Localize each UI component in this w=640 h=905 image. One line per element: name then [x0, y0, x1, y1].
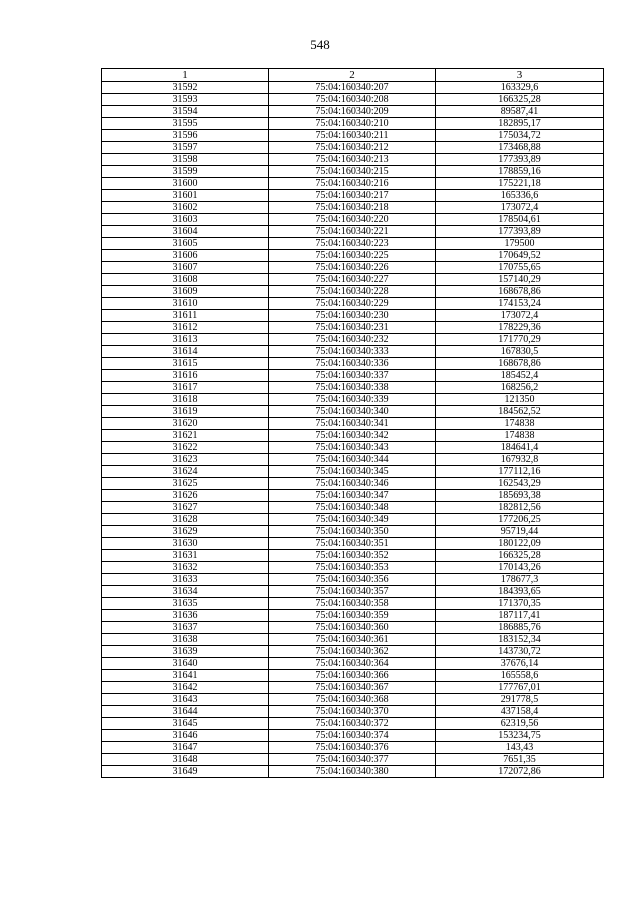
table-row [102, 130, 604, 142]
cadastral-number-cell: 75:04:160340:345 [269, 466, 436, 478]
value-cell: 184641,4 [436, 442, 604, 454]
value-cell: 173468,88 [436, 142, 604, 154]
row-number-cell: 31648 [102, 754, 269, 766]
row-number-cell: 31630 [102, 538, 269, 550]
value-cell: 177112,16 [436, 466, 604, 478]
row-number-cell: 31623 [102, 454, 269, 466]
table-row [102, 190, 604, 202]
table-row [102, 298, 604, 310]
cadastral-number-cell: 75:04:160340:228 [269, 286, 436, 298]
cadastral-number-cell: 75:04:160340:213 [269, 154, 436, 166]
table-row [102, 622, 604, 634]
cadastral-number-cell: 75:04:160340:344 [269, 454, 436, 466]
cadastral-number-cell: 75:04:160340:353 [269, 562, 436, 574]
row-number-cell: 31597 [102, 142, 269, 154]
cadastral-number-cell: 75:04:160340:374 [269, 730, 436, 742]
value-cell: 170143,26 [436, 562, 604, 574]
table-row [102, 502, 604, 514]
value-cell: 178677,3 [436, 574, 604, 586]
table-row [102, 214, 604, 226]
cadastral-number-cell: 75:04:160340:217 [269, 190, 436, 202]
cadastral-number-cell: 75:04:160340:338 [269, 382, 436, 394]
cadastral-number-cell: 75:04:160340:210 [269, 118, 436, 130]
table-row [102, 478, 604, 490]
row-number-cell: 31624 [102, 466, 269, 478]
value-cell: 177393,89 [436, 154, 604, 166]
value-cell: 166325,28 [436, 94, 604, 106]
row-number-cell: 31640 [102, 658, 269, 670]
value-cell: 179500 [436, 238, 604, 250]
value-cell: 171370,35 [436, 598, 604, 610]
row-number-cell: 31638 [102, 634, 269, 646]
table-row [102, 514, 604, 526]
value-cell: 7651,35 [436, 754, 604, 766]
value-cell: 175221,18 [436, 178, 604, 190]
table-body [102, 82, 604, 778]
table-row [102, 550, 604, 562]
value-cell: 178229,36 [436, 322, 604, 334]
table-row [102, 718, 604, 730]
value-cell: 187117,41 [436, 610, 604, 622]
value-cell: 157140,29 [436, 274, 604, 286]
table-row [102, 262, 604, 274]
cadastral-number-cell: 75:04:160340:364 [269, 658, 436, 670]
table-row [102, 286, 604, 298]
value-cell: 37676,14 [436, 658, 604, 670]
row-number-cell: 31596 [102, 130, 269, 142]
row-number-cell: 31637 [102, 622, 269, 634]
table-row [102, 598, 604, 610]
table-row [102, 322, 604, 334]
cadastral-number-cell: 75:04:160340:333 [269, 346, 436, 358]
value-cell: 291778,5 [436, 694, 604, 706]
row-number-cell: 31610 [102, 298, 269, 310]
value-cell: 168256,2 [436, 382, 604, 394]
table-row [102, 154, 604, 166]
column-header-1: 1 [102, 69, 269, 82]
row-number-cell: 31601 [102, 190, 269, 202]
value-cell: 165336,6 [436, 190, 604, 202]
table-row [102, 646, 604, 658]
row-number-cell: 31604 [102, 226, 269, 238]
table-row [102, 694, 604, 706]
cadastral-number-cell: 75:04:160340:216 [269, 178, 436, 190]
value-cell: 182812,56 [436, 502, 604, 514]
row-number-cell: 31629 [102, 526, 269, 538]
row-number-cell: 31603 [102, 214, 269, 226]
value-cell: 162543,29 [436, 478, 604, 490]
cadastral-number-cell: 75:04:160340:348 [269, 502, 436, 514]
row-number-cell: 31617 [102, 382, 269, 394]
value-cell: 186885,76 [436, 622, 604, 634]
value-cell: 95719,44 [436, 526, 604, 538]
cadastral-number-cell: 75:04:160340:372 [269, 718, 436, 730]
row-number-cell: 31620 [102, 418, 269, 430]
table-row [102, 382, 604, 394]
value-cell: 184393,65 [436, 586, 604, 598]
row-number-cell: 31632 [102, 562, 269, 574]
cadastral-number-cell: 75:04:160340:368 [269, 694, 436, 706]
cadastral-number-cell: 75:04:160340:218 [269, 202, 436, 214]
header-row [102, 69, 604, 82]
value-cell: 174838 [436, 418, 604, 430]
value-cell: 175034,72 [436, 130, 604, 142]
table-row [102, 442, 604, 454]
table-row [102, 334, 604, 346]
cadastral-number-cell: 75:04:160340:339 [269, 394, 436, 406]
table-row [102, 586, 604, 598]
value-cell: 177393,89 [436, 226, 604, 238]
cadastral-number-cell: 75:04:160340:367 [269, 682, 436, 694]
cadastral-number-cell: 75:04:160340:207 [269, 82, 436, 94]
table-row [102, 610, 604, 622]
value-cell: 121350 [436, 394, 604, 406]
value-cell: 177767,01 [436, 682, 604, 694]
value-cell: 163329,6 [436, 82, 604, 94]
cadastral-number-cell: 75:04:160340:377 [269, 754, 436, 766]
cadastral-number-cell: 75:04:160340:346 [269, 478, 436, 490]
table-header [102, 69, 604, 82]
table-row [102, 358, 604, 370]
table-row [102, 706, 604, 718]
cadastral-number-cell: 75:04:160340:376 [269, 742, 436, 754]
table-row [102, 406, 604, 418]
cadastral-number-cell: 75:04:160340:337 [269, 370, 436, 382]
value-cell: 62319,56 [436, 718, 604, 730]
cadastral-number-cell: 75:04:160340:358 [269, 598, 436, 610]
table-row [102, 166, 604, 178]
value-cell: 168678,86 [436, 358, 604, 370]
cadastral-number-cell: 75:04:160340:340 [269, 406, 436, 418]
row-number-cell: 31605 [102, 238, 269, 250]
table-row [102, 454, 604, 466]
value-cell: 184562,52 [436, 406, 604, 418]
cadastral-number-cell: 75:04:160340:380 [269, 766, 436, 778]
cadastral-number-cell: 75:04:160340:229 [269, 298, 436, 310]
row-number-cell: 31622 [102, 442, 269, 454]
table-row [102, 766, 604, 778]
row-number-cell: 31625 [102, 478, 269, 490]
row-number-cell: 31602 [102, 202, 269, 214]
cadastral-number-cell: 75:04:160340:208 [269, 94, 436, 106]
cadastral-number-cell: 75:04:160340:215 [269, 166, 436, 178]
row-number-cell: 31592 [102, 82, 269, 94]
row-number-cell: 31611 [102, 310, 269, 322]
row-number-cell: 31615 [102, 358, 269, 370]
table-row [102, 238, 604, 250]
cadastral-number-cell: 75:04:160340:212 [269, 142, 436, 154]
table-row [102, 466, 604, 478]
cadastral-number-cell: 75:04:160340:227 [269, 274, 436, 286]
table-row [102, 526, 604, 538]
cadastral-number-cell: 75:04:160340:357 [269, 586, 436, 598]
value-cell: 185693,38 [436, 490, 604, 502]
row-number-cell: 31635 [102, 598, 269, 610]
cadastral-number-cell: 75:04:160340:220 [269, 214, 436, 226]
table-row [102, 226, 604, 238]
row-number-cell: 31642 [102, 682, 269, 694]
cadastral-number-cell: 75:04:160340:350 [269, 526, 436, 538]
row-number-cell: 31618 [102, 394, 269, 406]
row-number-cell: 31599 [102, 166, 269, 178]
cadastral-number-cell: 75:04:160340:336 [269, 358, 436, 370]
cadastral-number-cell: 75:04:160340:209 [269, 106, 436, 118]
cadastral-number-cell: 75:04:160340:231 [269, 322, 436, 334]
row-number-cell: 31634 [102, 586, 269, 598]
value-cell: 170755,65 [436, 262, 604, 274]
table-row [102, 394, 604, 406]
value-cell: 180122,09 [436, 538, 604, 550]
table-row [102, 754, 604, 766]
row-number-cell: 31598 [102, 154, 269, 166]
row-number-cell: 31626 [102, 490, 269, 502]
value-cell: 166325,28 [436, 550, 604, 562]
table-row [102, 346, 604, 358]
value-cell: 167830,5 [436, 346, 604, 358]
row-number-cell: 31627 [102, 502, 269, 514]
row-number-cell: 31621 [102, 430, 269, 442]
row-number-cell: 31594 [102, 106, 269, 118]
value-cell: 173072,4 [436, 310, 604, 322]
row-number-cell: 31649 [102, 766, 269, 778]
table-row [102, 562, 604, 574]
cadastral-number-cell: 75:04:160340:352 [269, 550, 436, 562]
table-row [102, 490, 604, 502]
row-number-cell: 31641 [102, 670, 269, 682]
table-row [102, 178, 604, 190]
cadastral-number-cell: 75:04:160340:349 [269, 514, 436, 526]
value-cell: 172072,86 [436, 766, 604, 778]
row-number-cell: 31631 [102, 550, 269, 562]
row-number-cell: 31616 [102, 370, 269, 382]
value-cell: 177206,25 [436, 514, 604, 526]
value-cell: 153234,75 [436, 730, 604, 742]
row-number-cell: 31643 [102, 694, 269, 706]
table-row [102, 94, 604, 106]
cadastral-number-cell: 75:04:160340:366 [269, 670, 436, 682]
value-cell: 183152,34 [436, 634, 604, 646]
table-row [102, 538, 604, 550]
cadastral-number-cell: 75:04:160340:230 [269, 310, 436, 322]
data-table [101, 68, 604, 778]
value-cell: 182895,17 [436, 118, 604, 130]
table-row [102, 310, 604, 322]
value-cell: 171770,29 [436, 334, 604, 346]
value-cell: 437158,4 [436, 706, 604, 718]
row-number-cell: 31607 [102, 262, 269, 274]
table-row [102, 418, 604, 430]
cadastral-number-cell: 75:04:160340:361 [269, 634, 436, 646]
cadastral-number-cell: 75:04:160340:370 [269, 706, 436, 718]
cadastral-number-cell: 75:04:160340:362 [269, 646, 436, 658]
value-cell: 89587,41 [436, 106, 604, 118]
row-number-cell: 31609 [102, 286, 269, 298]
row-number-cell: 31612 [102, 322, 269, 334]
row-number-cell: 31645 [102, 718, 269, 730]
cadastral-number-cell: 75:04:160340:341 [269, 418, 436, 430]
cadastral-number-cell: 75:04:160340:226 [269, 262, 436, 274]
page-number: 548 [310, 37, 330, 52]
cadastral-number-cell: 75:04:160340:221 [269, 226, 436, 238]
table-row [102, 658, 604, 670]
value-cell: 168678,86 [436, 286, 604, 298]
row-number-cell: 31595 [102, 118, 269, 130]
table-row [102, 430, 604, 442]
value-cell: 143730,72 [436, 646, 604, 658]
table-row [102, 742, 604, 754]
value-cell: 173072,4 [436, 202, 604, 214]
table-row [102, 142, 604, 154]
cadastral-number-cell: 75:04:160340:347 [269, 490, 436, 502]
table-row [102, 682, 604, 694]
row-number-cell: 31608 [102, 274, 269, 286]
value-cell: 170649,52 [436, 250, 604, 262]
table-row [102, 370, 604, 382]
row-number-cell: 31647 [102, 742, 269, 754]
row-number-cell: 31614 [102, 346, 269, 358]
row-number-cell: 31636 [102, 610, 269, 622]
table-row [102, 82, 604, 94]
table-row [102, 274, 604, 286]
cadastral-number-cell: 75:04:160340:232 [269, 334, 436, 346]
row-number-cell: 31606 [102, 250, 269, 262]
row-number-cell: 31628 [102, 514, 269, 526]
table-row [102, 106, 604, 118]
table-row [102, 574, 604, 586]
column-header-3: 3 [436, 69, 604, 82]
value-cell: 167932,8 [436, 454, 604, 466]
row-number-cell: 31639 [102, 646, 269, 658]
table-row [102, 202, 604, 214]
row-number-cell: 31600 [102, 178, 269, 190]
value-cell: 178504,61 [436, 214, 604, 226]
row-number-cell: 31593 [102, 94, 269, 106]
row-number-cell: 31619 [102, 406, 269, 418]
cadastral-number-cell: 75:04:160340:223 [269, 238, 436, 250]
value-cell: 165558,6 [436, 670, 604, 682]
column-header-2: 2 [269, 69, 436, 82]
cadastral-number-cell: 75:04:160340:343 [269, 442, 436, 454]
table-row [102, 730, 604, 742]
value-cell: 174838 [436, 430, 604, 442]
cadastral-number-cell: 75:04:160340:225 [269, 250, 436, 262]
row-number-cell: 31613 [102, 334, 269, 346]
row-number-cell: 31646 [102, 730, 269, 742]
table-row [102, 118, 604, 130]
value-cell: 178859,16 [436, 166, 604, 178]
value-cell: 185452,4 [436, 370, 604, 382]
value-cell: 143,43 [436, 742, 604, 754]
cadastral-number-cell: 75:04:160340:351 [269, 538, 436, 550]
cadastral-number-cell: 75:04:160340:342 [269, 430, 436, 442]
table-row [102, 670, 604, 682]
row-number-cell: 31644 [102, 706, 269, 718]
cadastral-number-cell: 75:04:160340:360 [269, 622, 436, 634]
table-row [102, 250, 604, 262]
cadastral-number-cell: 75:04:160340:359 [269, 610, 436, 622]
table-row [102, 634, 604, 646]
row-number-cell: 31633 [102, 574, 269, 586]
value-cell: 174153,24 [436, 298, 604, 310]
cadastral-number-cell: 75:04:160340:356 [269, 574, 436, 586]
cadastral-number-cell: 75:04:160340:211 [269, 130, 436, 142]
